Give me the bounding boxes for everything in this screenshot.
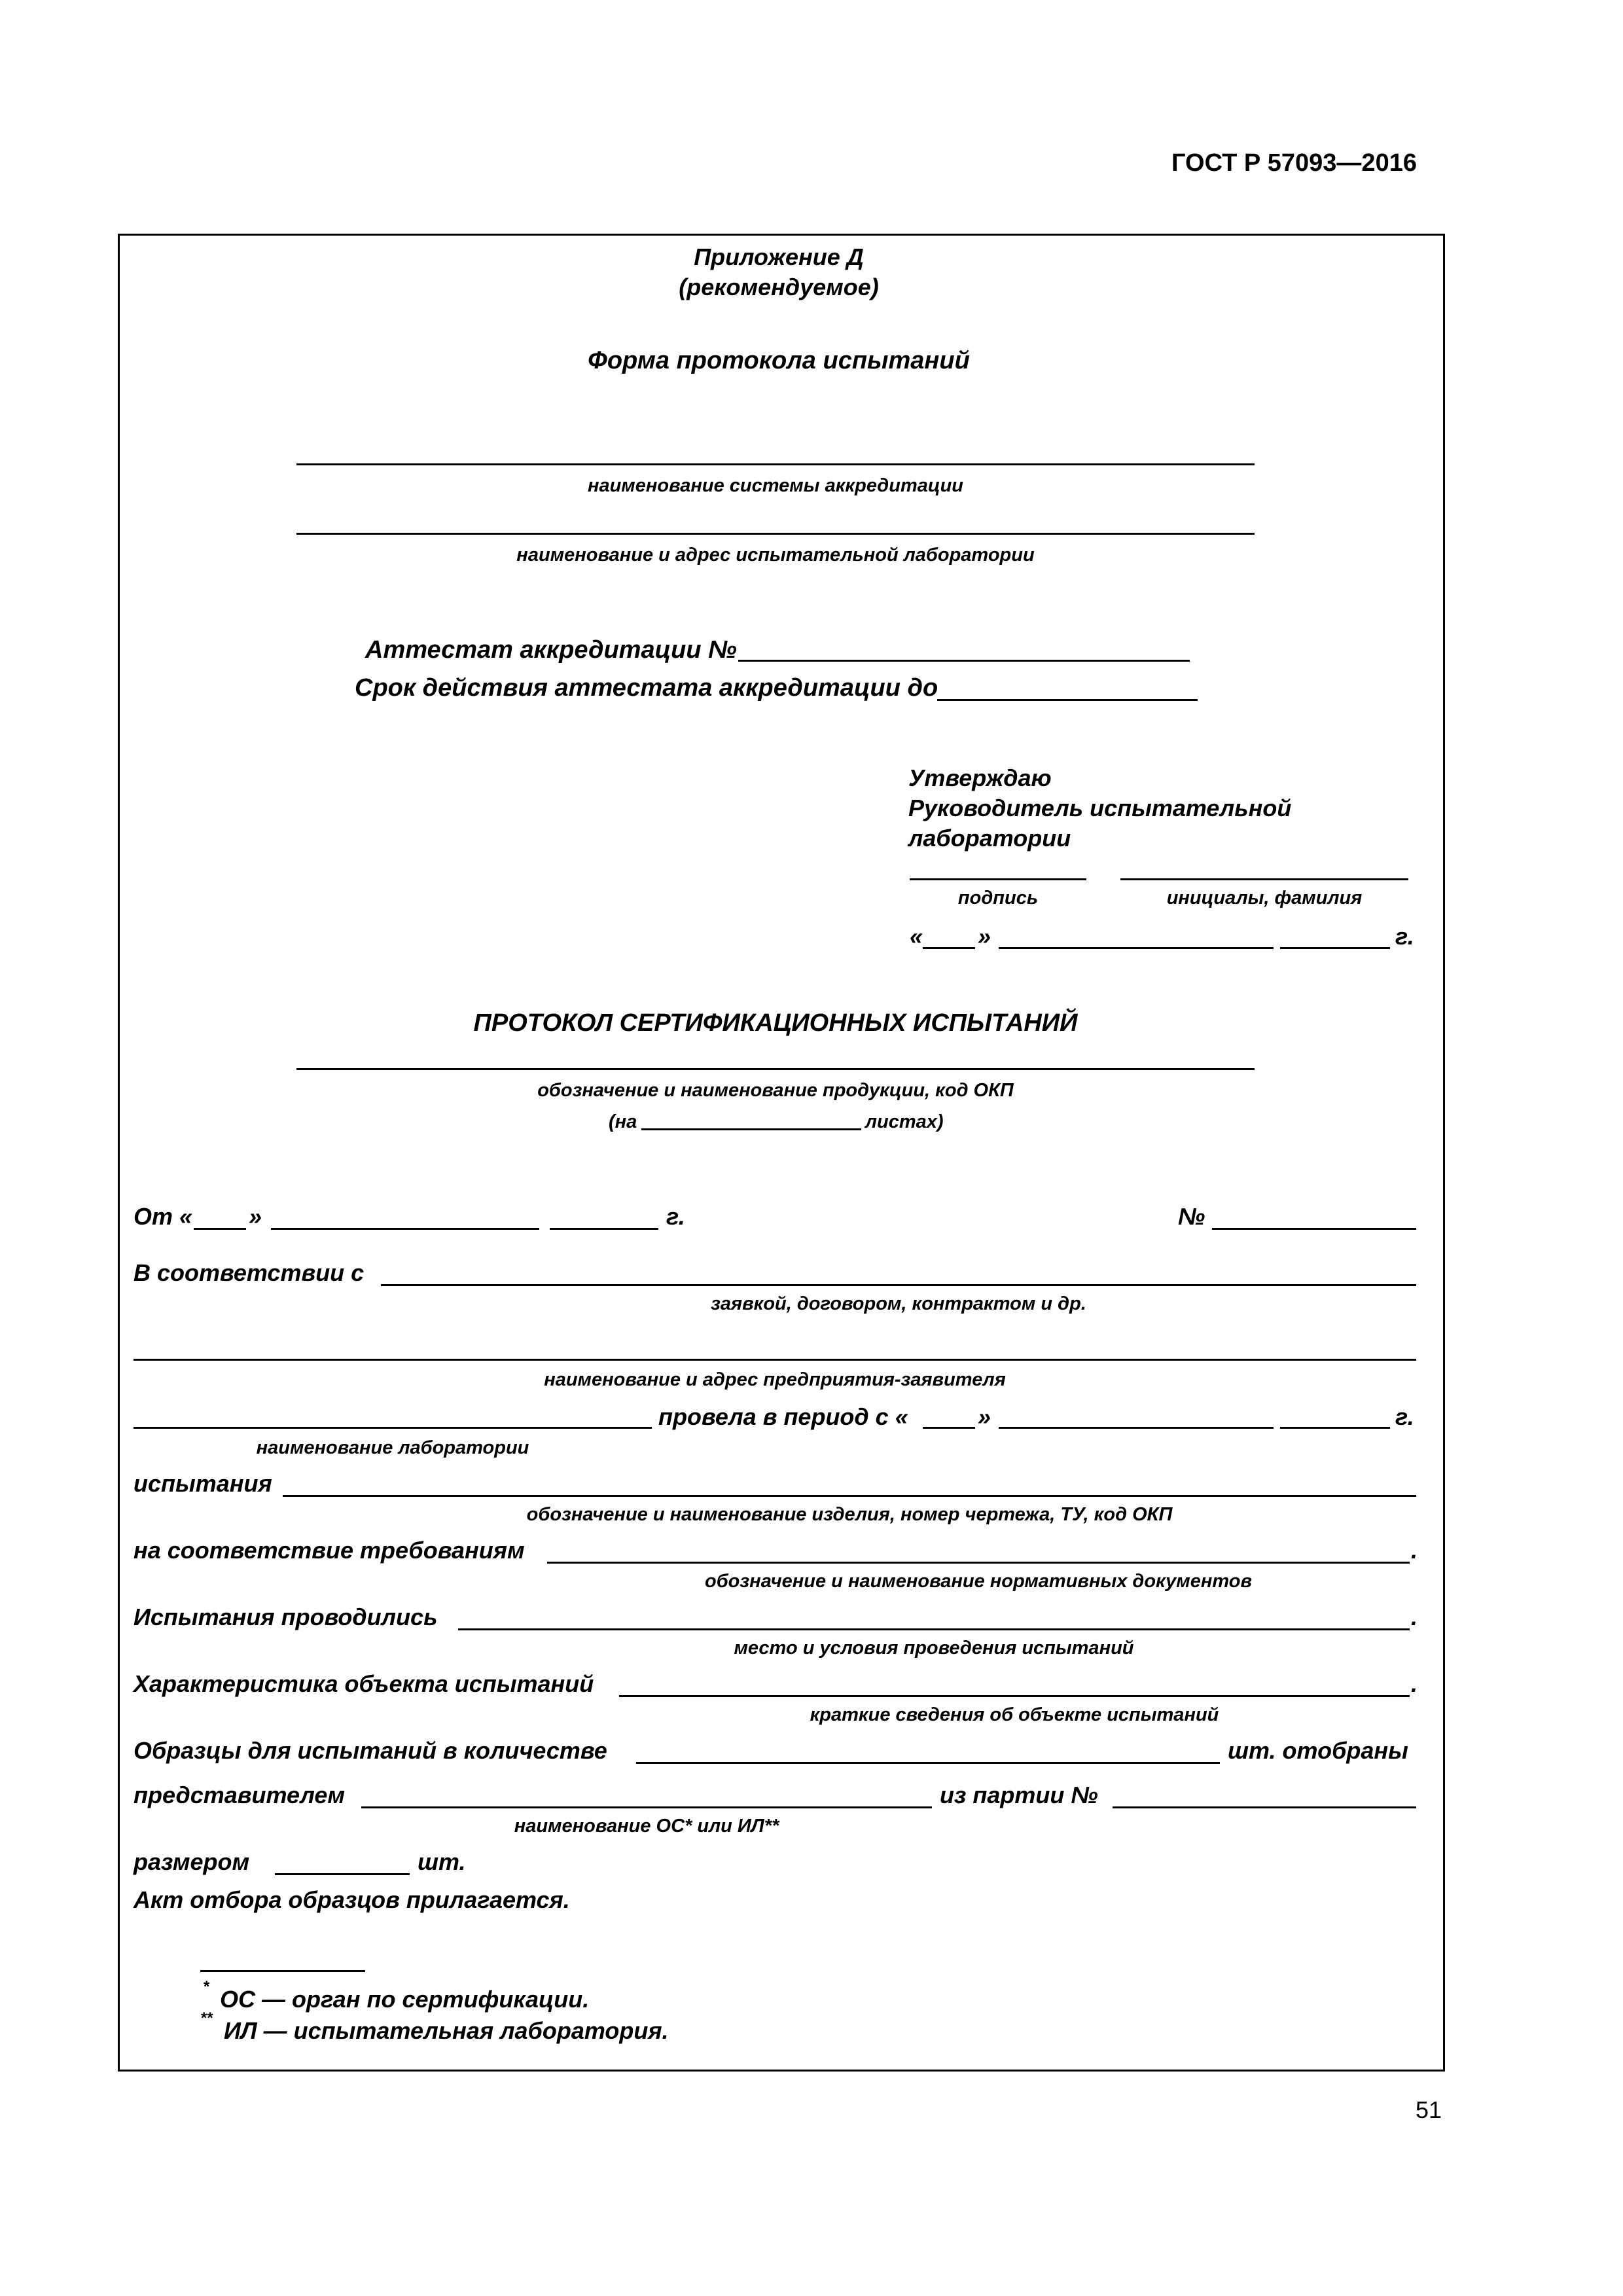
appendix-title: Приложение Д [694, 243, 864, 270]
validity-date-field[interactable] [937, 699, 1198, 701]
approval-year-field[interactable] [1280, 947, 1390, 949]
requirements-dot: . [1411, 1537, 1418, 1564]
from-year-field[interactable] [550, 1228, 658, 1230]
object-caption: краткие сведения об объекте испытаний [810, 1704, 1219, 1725]
accreditation-system-caption: наименование системы аккредитации [587, 475, 964, 496]
lab-name-address-caption: наименование и адрес испытательной лаборатории [516, 545, 1035, 565]
accordance-caption: заявкой, договором, контрактом и др. [711, 1293, 1086, 1314]
samples-suffix: шт. отобраны [1228, 1737, 1408, 1764]
period-date-close: » [978, 1403, 991, 1430]
accordance-label: В соответствии с [134, 1259, 365, 1286]
object-label: Характеристика объекта испытаний [134, 1670, 594, 1697]
object-field[interactable] [619, 1695, 1410, 1697]
approval-year-suffix: г. [1395, 923, 1414, 950]
applicant-caption: наименование и адрес предприятия-заявителя [544, 1369, 1006, 1390]
approve-label: Утверждаю [908, 764, 1052, 791]
protocol-number-field[interactable] [1212, 1228, 1416, 1230]
lab-name-caption: наименование лаборатории [256, 1437, 529, 1458]
approval-date-close: » [978, 923, 991, 950]
from-month-field[interactable] [271, 1228, 539, 1230]
certificate-number-field[interactable] [738, 660, 1190, 662]
certificate-label: Аттестат аккредитации № [365, 636, 737, 664]
validity-label: Срок действия аттестата аккредитации до [355, 674, 938, 702]
from-year-suffix: г. [666, 1203, 685, 1230]
period-month-field[interactable] [999, 1427, 1274, 1429]
period-year-field[interactable] [1280, 1427, 1390, 1429]
conducted-dot: . [1411, 1604, 1418, 1630]
lab-name-address-field[interactable] [296, 533, 1255, 535]
product-field[interactable] [296, 1068, 1255, 1070]
representative-label: представителем [134, 1782, 346, 1808]
act-text: Акт отбора образцов прилагается. [134, 1886, 570, 1913]
initials-surname-caption: инициалы, фамилия [1166, 888, 1363, 908]
samples-count-field[interactable] [636, 1762, 1220, 1764]
samples-label: Образцы для испытаний в количестве [134, 1737, 607, 1764]
conducted-label: Испытания проводились [134, 1604, 438, 1630]
from-date-close: » [249, 1203, 262, 1230]
tests-item-field[interactable] [283, 1495, 1416, 1497]
approval-day-field[interactable] [923, 947, 975, 949]
footnote1-mark: * [203, 1978, 209, 1996]
footnote2-text: ИЛ — испытательная лаборатория. [224, 2017, 669, 2044]
representative-field[interactable] [361, 1806, 932, 1808]
size-label: размером [134, 1848, 250, 1875]
protocol-number-label: № [1178, 1203, 1205, 1230]
requirements-caption: обозначение и наименование нормативных документов [705, 1571, 1252, 1592]
conducted-field[interactable] [458, 1628, 1410, 1630]
page-number: 51 [1416, 2096, 1442, 2123]
protocol-title: ПРОТОКОЛ СЕРТИФИКАЦИОННЫХ ИСПЫТАНИЙ [473, 1009, 1078, 1037]
sheets-suffix: листах) [865, 1111, 944, 1132]
period-day-field[interactable] [923, 1427, 975, 1429]
form-title: Форма протокола испытаний [588, 347, 970, 374]
requirements-label: на соответствие требованиям [134, 1537, 525, 1564]
footnote-separator [200, 1970, 365, 1972]
product-caption: обозначение и наименование продукции, код ОКП [537, 1080, 1014, 1101]
representative-caption: наименование ОС* или ИЛ** [514, 1816, 779, 1837]
accordance-field[interactable] [381, 1284, 1416, 1286]
size-suffix: шт. [418, 1848, 466, 1875]
batch-number-field[interactable] [1113, 1806, 1416, 1808]
conducted-caption: место и условия проведения испытаний [734, 1638, 1134, 1659]
sheets-prefix: (на [609, 1111, 637, 1132]
signature-field[interactable] [910, 878, 1086, 880]
applicant-field[interactable] [134, 1359, 1416, 1361]
object-dot: . [1411, 1670, 1418, 1697]
from-day-field[interactable] [194, 1228, 246, 1230]
footnote2-mark: ** [200, 2009, 213, 2027]
lab-name-field[interactable] [134, 1427, 652, 1429]
sheets-count-field[interactable] [641, 1128, 861, 1130]
tests-item-caption: обозначение и наименование изделия, номер чертежа, ТУ, код ОКП [526, 1504, 1173, 1525]
from-label: От « [134, 1203, 193, 1230]
approval-date-open: « [910, 923, 923, 950]
requirements-field[interactable] [547, 1562, 1410, 1564]
accreditation-system-field[interactable] [296, 463, 1255, 465]
period-label: провела в период с « [658, 1403, 908, 1430]
size-field[interactable] [275, 1873, 410, 1875]
initials-surname-field[interactable] [1120, 878, 1408, 880]
footnote1-text: ОС — орган по сертификации. [220, 1986, 590, 2013]
head-label-line1: Руководитель испытательной [908, 795, 1292, 821]
approval-month-field[interactable] [999, 947, 1274, 949]
signature-caption: подпись [957, 888, 1039, 908]
period-year-suffix: г. [1395, 1403, 1414, 1430]
batch-label: из партии № [940, 1782, 1098, 1808]
head-label-line2: лаборатории [908, 825, 1071, 852]
appendix-status: (рекомендуемое) [679, 274, 879, 300]
tests-label: испытания [134, 1470, 272, 1497]
document-number: ГОСТ Р 57093—2016 [1171, 149, 1417, 177]
